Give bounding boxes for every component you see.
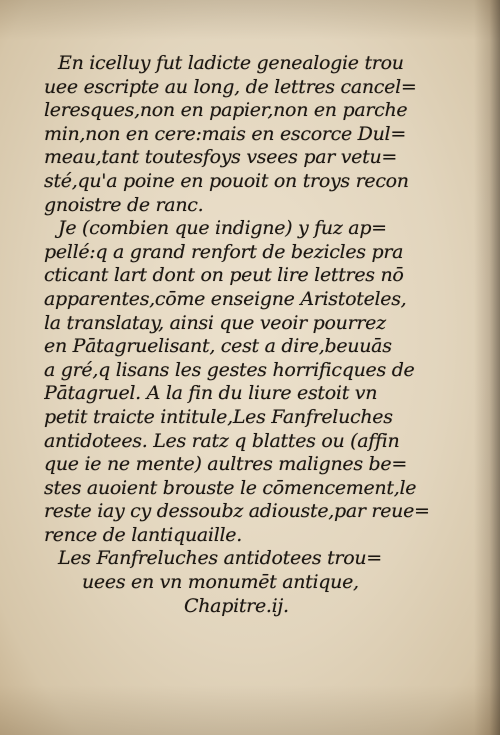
chapter-number: Chapitre.ij.: [184, 594, 289, 617]
text-line: apparentes,cōme enseigne Aristoteles,: [44, 287, 407, 310]
text-line: gnoistre de ranc.: [44, 193, 204, 216]
text-line: que ie ne mente) aultres malignes be=: [44, 453, 407, 476]
text-line: antidotees. Les ratz q blattes ou (affin: [44, 429, 400, 452]
text-line: cticant lart dont on peut lire lettres nō: [44, 264, 404, 287]
text-line: uee escripte au long, de lettres cancel=: [44, 75, 417, 98]
text-line: pellé:q a grand renfort de bezicles pra: [44, 240, 404, 263]
page-top-shading: [0, 0, 500, 40]
text-line: reste iay cy dessoubz adiouste,par reue=: [44, 500, 430, 523]
page-text-block: [44, 52, 462, 618]
chapter-heading-line: uees en vn monumēt antique,: [82, 571, 359, 594]
text-line: la translatay, ainsi que veoir pourrez: [44, 311, 386, 334]
chapter-heading-line: Les Fanfreluches antidotees trou=: [58, 547, 382, 570]
text-line: Je (combien que indigne) y fuz ap=: [58, 217, 387, 240]
text-line: petit traicte intitule,Les Fanfreluches: [44, 405, 393, 428]
text-line: sté,qu'a poine en pouoit on troys recon: [44, 169, 409, 192]
page-bottom-shading: [0, 685, 500, 735]
text-line: Pātagruel. A la fin du liure estoit vn: [44, 382, 378, 405]
text-line: a gré,q lisans les gestes horrificques de: [44, 358, 415, 381]
text-line: rence de lantiquaille.: [44, 523, 242, 546]
text-line: min,non en cere:mais en escorce Dul=: [44, 122, 406, 145]
text-line: stes auoient brouste le cōmencement,le: [44, 476, 417, 499]
text-line: en Pātagruelisant, cest a dire,beuuās: [44, 335, 392, 358]
text-line: meau,tant toutesfoys vsees par vetu=: [44, 146, 398, 169]
text-line: leresques,non en papier,non en parche: [44, 99, 408, 122]
text-line: En icelluy fut ladicte genealogie trou: [58, 52, 404, 74]
page-gutter-shadow: [474, 0, 500, 735]
